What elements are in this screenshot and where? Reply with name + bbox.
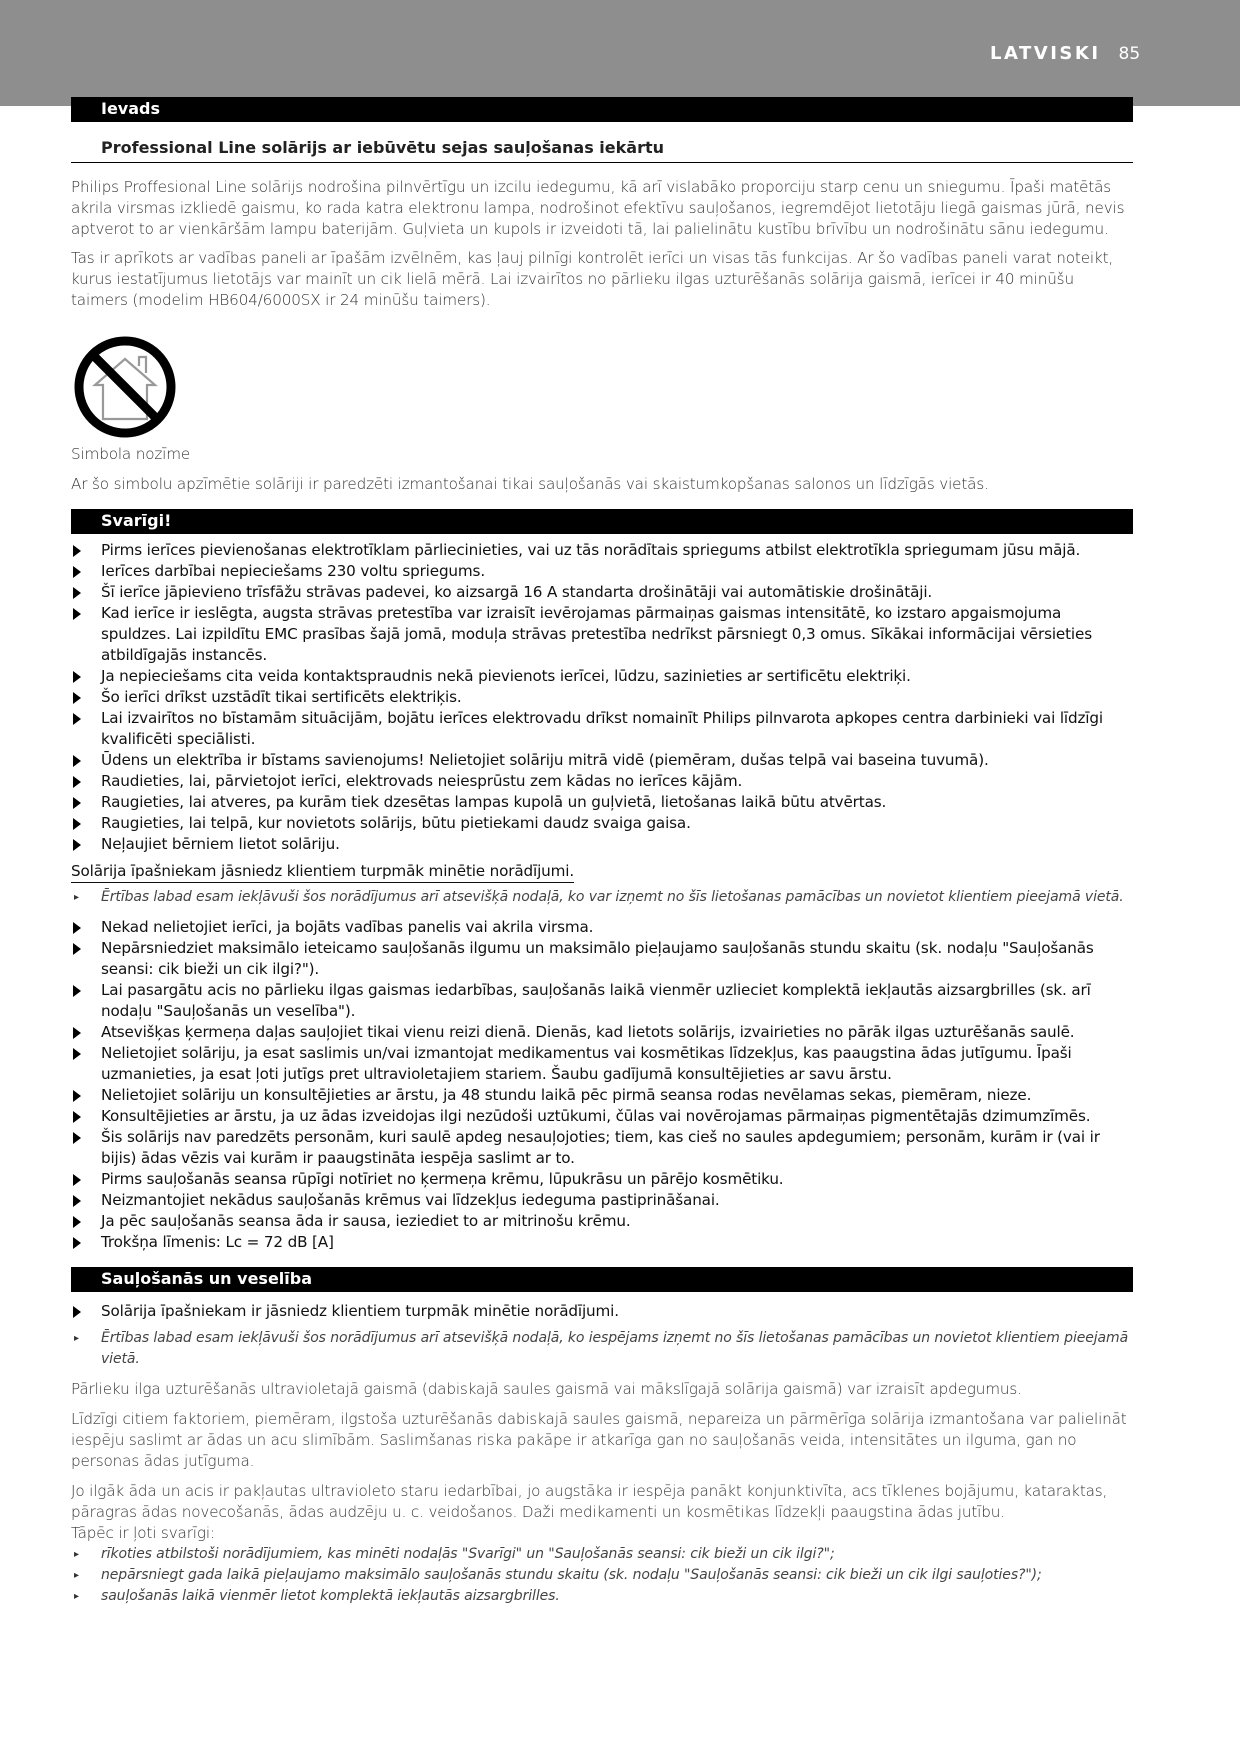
bullet-icon	[73, 943, 81, 955]
list-item: Kad ierīce ir ieslēgta, augsta strāvas pretestība var izraisīt ievērojamas pārmaiņas gaismas intensitātē, ko izstaro apgaismojuma spuldzes. Lai izpildītu EMC prasības šajā jomā, moduļa strāvas pretestība nedrīkst pārsniegt 0,3 omus. Sīkākai informācijai vērsieties atbildīgajās instancēs.	[71, 603, 1133, 666]
section-bar-health: Sauļošanās un veselība	[71, 1267, 1133, 1292]
bullet-icon	[73, 985, 81, 997]
intro-paragraph-2: Tas ir aprīkots ar vadības paneli ar īpašām izvēlnēm, kas ļauj pilnīgi kontrolēt ierīci un visas tās funkcijas. Ar šo vadības paneli varat noteikt, kurus iestatījumus lietotājs var mainīt un cik lielā mērā. Lai izvairītos no pārlieku ilgas uzturēšanās solārija gaismā, ierīcei ir 40 minūšu taimers (modelim HB604/6000SX ir 24 minūšu taimers).	[71, 249, 1114, 309]
bullet-icon	[73, 1237, 81, 1249]
header	[990, 43, 1140, 64]
bullet-icon	[73, 1048, 81, 1060]
arrow-icon: ▸	[74, 1570, 79, 1581]
health-list	[71, 1301, 1133, 1322]
bullet-icon	[73, 755, 81, 767]
bullet-icon	[73, 692, 81, 704]
list-item: Raugieties, lai atveres, pa kurām tiek dzesētas lampas kupolā un guļvietā, lietošanas laikā būtu atvērtas.	[71, 792, 1133, 813]
bullet-icon	[73, 839, 81, 851]
list-item: Ūdens un elektrība ir bīstams savienojums! Nelietojiet solāriju mitrā vidē (piemēram, dušas telpā vai baseina tuvumā).	[71, 750, 1133, 771]
list-item: Solārija īpašniekam ir jāsniedz klientiem turpmāk minētie norādījumi.	[71, 1301, 1133, 1322]
list-item: Konsultējieties ar ārstu, ja uz ādas izveidojas ilgi nezūdoši uztūkumi, čūlas vai novērojamas pārmaiņas pigmentētajās dzimumzīmēs.	[71, 1106, 1133, 1127]
note-important: ▸ Ērtības labad esam iekļāvuši šos norādījumus arī atsevišķā nodaļā, ko var izņemt no šīs lietošanas pamācības un novietot klientiem pieejamā vietā.	[71, 887, 1133, 908]
note-health-item: ▸ nepārsniegt gada laikā pieļaujamo maksimālo sauļošanās stundu skaitu (sk. nodaļu "Sauļošanās seansi: cik bieži un cik ilgi sauļoties?");	[71, 1565, 1133, 1586]
arrow-icon: ▸	[74, 892, 79, 903]
bullet-icon	[73, 1174, 81, 1186]
owner-line-wrap	[71, 861, 1133, 883]
page-content	[71, 97, 1133, 1607]
bullet-icon	[73, 1216, 81, 1228]
health-paragraph-1: Pārlieku ilga uzturēšanās ultravioletajā gaismā (dabiskajā saules gaismā vai mākslīgajā solārija gaismā) var izraisīt apdegumus.	[71, 1380, 1022, 1398]
bullet-icon	[73, 922, 81, 934]
bullet-icon	[73, 566, 81, 578]
section-bar-intro: Ievads	[71, 97, 1133, 122]
owner-instructions-line: Solārija īpašniekam jāsniedz klientiem turpmāk minētie norādījumi.	[71, 861, 574, 883]
list-item: Nelietojiet solāriju, ja esat saslimis un/vai izmantojat medikamentus vai kosmētikas līdzekļus, kas paaugstina ādas jutīgumu. Īpaši uzmanieties, ja esat ļoti jutīgs pret ultravioletajiem stariem. Šaubu gadījumā konsultējieties ar savu ārstu.	[71, 1043, 1133, 1085]
list-item: Trokšņa līmenis: Lc = 72 dB [A]	[71, 1232, 1133, 1253]
health-paragraph-3: Jo ilgāk āda un acis ir pakļautas ultravioleto staru iedarbībai, jo augstāka ir iespēja panākt konjunktivīta, acs tīklenes bojājumu, kataraktas, pāragras ādas novecošanās, ādas audzēju u. c. veidošanos. Daži medikamenti un kosmētikas līdzekļi paaugstina ādas jutību.	[71, 1482, 1108, 1521]
bullet-icon	[73, 1195, 81, 1207]
intro-paragraph-1: Philips Proffesional Line solārijs nodrošina pilnvērtīgu un izcilu iedegumu, kā arī vislabāko proporciju starp cenu un sniegumu. Īpaši matētās akrila virsmas izkliedē gaismu, ko rada katra elektronu lampa, nodrošinot efektīvu sauļošanos, iegremdējot lietotāju liegā gaismas jūrā, nevis aptverot to ar vienkāršām lampu baterijām. Guļvieta un kupols ir izveidoti tā, lai palielinātu kustību brīvību un nodrošinātu sānu iedegumu.	[71, 178, 1125, 238]
bullet-icon	[73, 797, 81, 809]
bullet-icon	[73, 713, 81, 725]
list-item: Nelietojiet solāriju un konsultējieties ar ārstu, ja 48 stundu laikā pēc pirmā seansa rodas nevēlamas sekas, piemēram, nieze.	[71, 1085, 1133, 1106]
list-item: Šo ierīci drīkst uzstādīt tikai sertificēts elektriķis.	[71, 687, 1133, 708]
subheading-professional-line: Professional Line solārijs ar iebūvētu sejas sauļošanas iekārtu	[71, 138, 1133, 163]
list-item: Nepārsniedziet maksimālo ieteicamo sauļošanās ilgumu un maksimālo pieļaujamo sauļošanās stundu skaitu (sk. nodaļu "Sauļošanās seansi: cik bieži un cik ilgi?").	[71, 938, 1133, 980]
bullet-icon	[73, 1132, 81, 1144]
list-item: Lai izvairītos no bīstamām situācijām, bojātu ierīces elektrovadu drīkst nomainīt Philips pilnvarota apkopes centra darbinieki vai līdzīgi kvalificēti speciālisti.	[71, 708, 1133, 750]
list-item: Pirms sauļošanās seansa rūpīgi notīriet no ķermeņa krēmu, lūpukrāsu un pārējo kosmētiku.	[71, 1169, 1133, 1190]
arrow-icon: ▸	[74, 1333, 79, 1344]
list-item: Šis solārijs nav paredzēts personām, kuri saulē apdeg nesauļojoties; tiem, kas cieš no saules apdegumiem; personām, kurām ir (vai ir bijis) ādas vēzis vai kurām ir paaugstināta iespēja saslimt ar to.	[71, 1127, 1133, 1169]
list-item: Ierīces darbībai nepieciešams 230 voltu spriegums.	[71, 561, 1133, 582]
bullet-icon	[73, 818, 81, 830]
page-number: 85	[1118, 44, 1141, 64]
note-health-item: ▸ sauļošanās laikā vienmēr lietot komplektā iekļautās aizsargbrilles.	[71, 1586, 1133, 1607]
note-health-item: ▸ rīkoties atbilstoši norādījumiem, kas minēti nodaļās "Svarīgi" un "Sauļošanās seansi: cik bieži un cik ilgi?";	[71, 1544, 1133, 1565]
bullet-icon	[73, 587, 81, 599]
customer-list	[71, 917, 1133, 1253]
list-item: Raudieties, lai, pārvietojot ierīci, elektrovads neiesprūstu zem kādas no ierīces kājām.	[71, 771, 1133, 792]
list-item: Šī ierīce jāpievieno trīsfāžu strāvas padevei, ko aizsargā 16 A standarta drošinātāji vai automātiskie drošinātāji.	[71, 582, 1133, 603]
important-list	[71, 540, 1133, 855]
bullet-icon	[73, 776, 81, 788]
bullet-icon	[73, 1111, 81, 1123]
no-home-use-icon	[73, 335, 177, 439]
list-item: Ja nepieciešams cita veida kontaktspraudnis nekā pievienots ierīcei, lūdzu, sazinieties ar sertificētu elektriķi.	[71, 666, 1133, 687]
list-item: Ja pēc sauļošanās seansa āda ir sausa, ieziediet to ar mitrinošu krēmu.	[71, 1211, 1133, 1232]
bullet-icon	[73, 608, 81, 620]
list-item: Neizmantojiet nekādus sauļošanās krēmus vai līdzekļus iedeguma pastiprināšanai.	[71, 1190, 1133, 1211]
list-item: Nekad nelietojiet ierīci, ja bojāts vadības panelis vai akrila virsma.	[71, 917, 1133, 938]
header-language: LATVISKI	[990, 43, 1101, 64]
arrow-icon: ▸	[74, 1549, 79, 1560]
list-item: Lai pasargātu acis no pārlieku ilgas gaismas iedarbības, sauļošanās laikā vienmēr uzlieciet komplektā iekļautās aizsargbrilles (sk. arī nodaļu "Sauļošanās un veselība").	[71, 980, 1133, 1022]
health-paragraph-2: Līdzīgi citiem faktoriem, piemēram, ilgstoša uzturēšanās dabiskajā saules gaismā, nepareiza un pārmērīga solārija izmantošana var palielināt iespēju saslimt ar ādas un acu slimībām. Saslimšanas riska pakāpe ir atkarīga gan no sauļošanās veida, intensitātes un ilguma, gan no personas ādas jutīguma.	[71, 1410, 1127, 1470]
symbol-caption: Simbola nozīme	[71, 445, 191, 463]
list-item: Raugieties, lai telpā, kur novietots solārijs, būtu pietiekami daudz svaiga gaisa.	[71, 813, 1133, 834]
section-bar-important: Svarīgi!	[71, 509, 1133, 534]
list-item: Neļaujiet bērniem lietot solāriju.	[71, 834, 1133, 855]
bullet-icon	[73, 1027, 81, 1039]
list-item: Pirms ierīces pievienošanas elektrotīklam pārliecinieties, vai uz tās norādītais spriegums atbilst elektrotīkla spriegumam jūsu mājā.	[71, 540, 1133, 561]
symbol-text: Ar šo simbolu apzīmētie solāriji ir paredzēti izmantošanai tikai sauļošanās vai skaistumkopšanas salonos un līdzīgās vietās.	[71, 475, 989, 493]
bullet-icon	[73, 545, 81, 557]
bullet-icon	[73, 1306, 81, 1318]
list-item: Atsevišķas ķermeņa daļas sauļojiet tikai vienu reizi dienā. Dienās, kad lietots solārijs, izvairieties no pārāk ilgas uzturēšanās saulē.	[71, 1022, 1133, 1043]
bullet-icon	[73, 671, 81, 683]
note-health: ▸ Ērtības labad esam iekļāvuši šos norādījumus arī atsevišķā nodaļā, ko iespējams izņemt no šīs lietošanas pamācības un novietot klientiem pieejamā vietā.	[74, 1330, 1129, 1367]
health-paragraph-4: Tāpēc ir ļoti svarīgi:	[71, 1524, 215, 1542]
bullet-icon	[73, 1090, 81, 1102]
arrow-icon: ▸	[74, 1591, 79, 1602]
